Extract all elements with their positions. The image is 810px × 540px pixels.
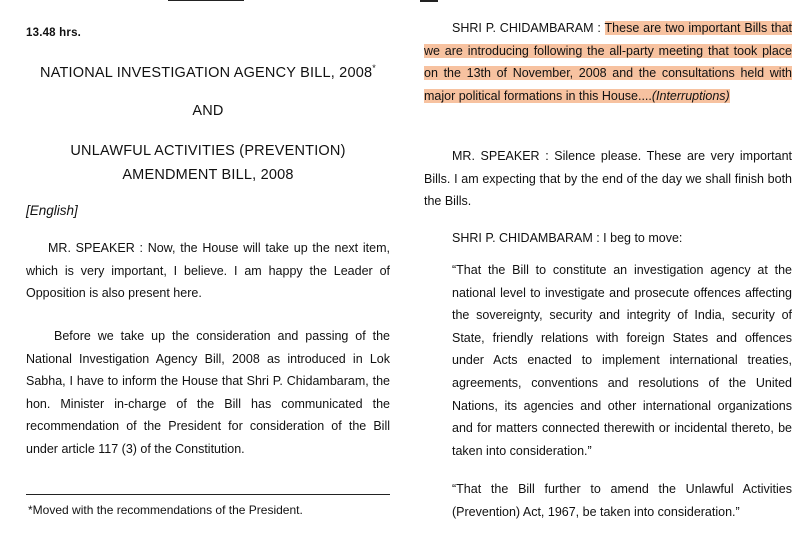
bill-heading-2-line1: UNLAWFUL ACTIVITIES (PREVENTION) [70, 143, 346, 159]
bill-heading-2 [26, 139, 390, 187]
speaker-paragraph-1: MR. SPEAKER : Now, the House will take up the next item, which is very important, I believe. I am happy the Leader of Opposition is also present here. [26, 241, 390, 301]
footnote-marker: * [372, 63, 376, 74]
language-tag: [English] [26, 203, 78, 218]
bill-heading-1-text: NATIONAL INVESTIGATION AGENCY BILL, 2008 [40, 65, 373, 81]
beg-to-move-paragraph: SHRI P. CHIDAMBARAM : I beg to move: [452, 231, 683, 245]
time-stamp: 13.48 hrs. [26, 27, 82, 39]
speaker-paragraph-2: Before we take up the consideration and passing of the National Investigation Agency Bill, 2008 as introduced in Lok Sabha, I have to inform the House that Shri P. Chidambaram, the hon. Minister in-charge of the Bill has communicated the recommendation of the President for consideration of the Bill under article 117 (3) of the Constitution. [26, 329, 390, 456]
speaker-name: SHRI P. CHIDAMBARAM : [452, 21, 601, 35]
motion-nia-bill: “That the Bill to constitute an investigation agency at the national level to investigate and prosecute offences affecting the sovereignty, security and integrity of India, security of State, friendly relations with foreign States and offences under Acts enacted to implement international treaties, agreements, conventions and resolutions of the United Nations, its agencies and other international organizations and for matters connected therewith or incidental thereto, be taken into consideration.” [452, 263, 792, 458]
top-page-mark [420, 0, 438, 2]
top-page-rule [168, 0, 244, 1]
highlighted-statement: These are two important Bills that we are introducing following the all-party meeting that took place on the 13th of November, 2008 and the consultations held with major political formations in this House.... [424, 21, 792, 103]
motion-uapa-bill: “That the Bill further to amend the Unlawful Activities (Prevention) Act, 1967, be taken into consideration.” [452, 482, 792, 519]
footnote-rule [26, 494, 390, 495]
chidambaram-statement [424, 17, 792, 107]
bill-heading-2-line2: AMENDMENT BILL, 2008 [122, 167, 294, 183]
footnote: *Moved with the recommendations of the President. [28, 503, 303, 517]
speaker-silence-paragraph: MR. SPEAKER : Silence please. These are very important Bills. I am expecting that by the end of the day we shall finish both the Bills. [424, 149, 792, 209]
heading-and: AND [192, 103, 224, 119]
interruptions-note: (Interruptions) [651, 88, 730, 103]
bill-heading-1 [26, 61, 390, 85]
